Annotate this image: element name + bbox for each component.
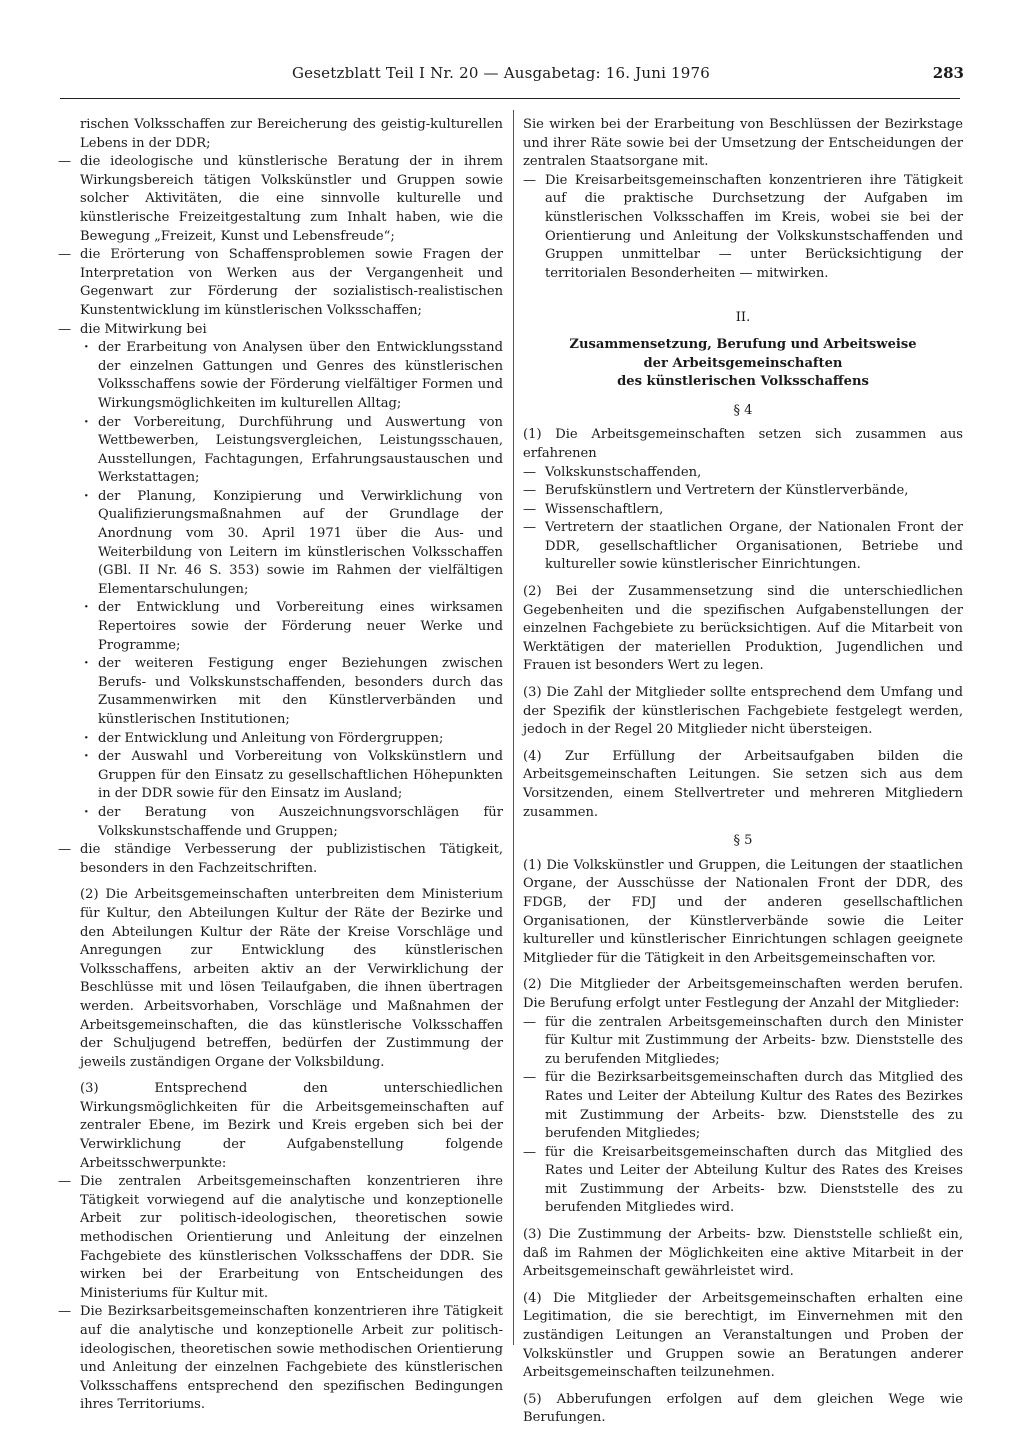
dash-item: — Die Bezirksarbeitsgemeinschaften konzentrieren ihre Tätigkeit auf die analytische und konzeptionelle Arbeit zur politisch-ideologischen, theoretischen sowie methodischen Orientierung und Anleitung der einzelnen Fachgebiete des künstlerischen Volksschaffens entsprechend den spezifischen Bedingungen ihres Territoriums.: [80, 1303, 503, 1415]
bullet-item: · der Entwicklung und Anleitung von Fördergruppen;: [98, 730, 503, 749]
column-divider: [513, 110, 514, 1345]
bullet-item: · der Auswahl und Vorbereitung von Volkskünstlern und Gruppen für den Einsatz zu gesellschaftlichen Höhepunkten in der DDR sowie für den Einsatz im Ausland;: [98, 748, 503, 804]
section-number: II.: [735, 310, 751, 326]
dash-item: — für die Bezirksarbeitsgemeinschaften durch das Mitglied des Rates und Leiter der Abteilung Kultur des Rates des Bezirkes mit Zustimmung der Arbeits- bzw. Dienststelle des zu berufenden Mitgliedes;: [523, 1069, 963, 1143]
paragraph: Sie wirken bei der Erarbeitung von Beschlüssen der Bezirkstage und ihrer Räte sowie bei der Umsetzung der Entscheidungen der zentralen Staatsorgane mit.: [523, 117, 963, 170]
dash-item: — Wissenschaftlern,: [523, 501, 963, 520]
paragraph: (3) Entsprechend den unterschiedlichen Wirkungsmöglichkeiten für die Arbeitsgemeinschaften auf zentraler Ebene, im Bezirk und Kreis ergeben sich bei der Verwirklichung der Aufgabenstellung folgende Arbeitsschwerpunkte:: [80, 1081, 503, 1171]
section-heading: Zusammensetzung, Berufung und Arbeitsweise: [569, 336, 917, 352]
paragraph-sign: § 4: [733, 402, 753, 418]
dash-item: — für die zentralen Arbeitsgemeinschaften durch den Minister für Kultur mit Zustimmung der Arbeits- bzw. Dienststelle des zu berufenden Mitgliedes;: [523, 1014, 963, 1070]
dash-item: — die Mitwirkung bei: [80, 321, 503, 340]
dash-item: — Die Kreisarbeitsgemeinschaften konzentrieren ihre Tätigkeit auf die praktische Durchsetzung der Aufgaben im künstlerischen Volksschaffen im Kreis, wobei sie bei der Orientierung und Anleitung der Volkskunstschaffenden und Gruppen unmittelbar — unter Berücksichtigung der territorialen Besonderheiten — mitwirken.: [523, 172, 963, 284]
paragraph: (2) Die Mitglieder der Arbeitsgemeinschaften werden berufen. Die Berufung erfolgt unter Festlegung der Anzahl der Mitglieder:: [523, 977, 963, 1011]
bullet-item: · der weiteren Festigung enger Beziehungen zwischen Berufs- und Volkskunstschaffenden, besonders durch das Zusammenwirken mit den Künstlerverbänden und künstlerischen Institutionen;: [98, 655, 503, 729]
dash-item: — Berufskünstlern und Vertretern der Künstlerverbände,: [523, 482, 963, 501]
paragraph: (3) Die Zahl der Mitglieder sollte entsprechend dem Umfang und der Spezifik der künstlerischen Fachgebiete festgelegt werden, jedoch in der Regel 20 Mitglieder nicht übersteigen.: [523, 685, 963, 738]
bullet-item: · der Vorbereitung, Durchführung und Auswertung von Wettbewerben, Leistungsvergleichen, Leistungsschauen, Ausstellungen, Fachtagungen, Erfahrungsaustauschen und Werkstattagen;: [98, 414, 503, 488]
paragraph: (4) Zur Erfüllung der Arbeitsaufgaben bilden die Arbeitsgemeinschaften Leitungen. Sie setzen sich aus dem Vorsitzenden, einem Stellvertreter und mehreren Mitgliedern zusammen.: [523, 748, 963, 820]
section-heading: der Arbeitsgemeinschaften: [643, 355, 843, 371]
paragraph: (5) Abberufungen erfolgen auf dem gleichen Wege wie Berufungen.: [523, 1391, 963, 1426]
header-title: Gesetzblatt Teil I Nr. 20 — Ausgabetag: 16. Juni 1976: [292, 64, 711, 82]
dash-item: — Die zentralen Arbeitsgemeinschaften konzentrieren ihre Tätigkeit vorwiegend auf die analytische und konzeptionelle Arbeit zur politisch-ideologischen, theoretischen sowie methodischen Orientierung und Anleitung der einzelnen Fachgebiete des künstlerischen Volksschaffens der DDR. Sie wirken bei der Erarbeitung von Entscheidungen des Ministeriums für Kultur mit.: [80, 1173, 503, 1303]
paragraph: (2) Die Arbeitsgemeinschaften unterbreiten dem Ministerium für Kultur, den Abteilungen Kultur der Räte der Bezirke und den Abteilungen Kultur der Räte der Kreise Vorschläge und Anregungen zur Entwicklung des künstlerischen Volksschaffens, arbeiten aktiv an der Verwirklichung der Beschlüsse mit und lösen Teilaufgaben, die ihnen übertragen werden. Arbeitsvorhaben, Vorschläge und Maßnahmen der Arbeitsgemeinschaften, die das künstlerische Volksschaffen der Schuljugend betreffen, bedürfen der Zustimmung der jeweils zuständigen Organe der Volksbildung.: [80, 887, 503, 1070]
dash-item: — die Erörterung von Schaffensproblemen sowie Fragen der Interpretation von Werken aus der Vergangenheit und Gegenwart zur Förderung der sozialistisch-realistischen Kunstentwicklung im künstlerischen Volksschaffen;: [80, 246, 503, 320]
paragraph: (3) Die Zustimmung der Arbeits- bzw. Dienststelle schließt ein, daß im Rahmen der Möglichkeiten eine aktive Mitarbeit in der Arbeitsgemeinschaft gewährleistet wird.: [523, 1227, 963, 1280]
paragraph: (4) Die Mitglieder der Arbeitsgemeinschaften erhalten eine Legitimation, die sie berechtigt, im Einvernehmen mit den zuständigen Leitungen an Veranstaltungen und Proben der Volkskünstler und Gruppen sowie an Beratungen anderer Arbeitsgemeinschaften teilzunehmen.: [523, 1290, 963, 1381]
dash-item: — Vertretern der staatlichen Organe, der Nationalen Front der DDR, gesellschaftlicher Organisationen, Betriebe und kultureller sowie künstlerischer Einrichtungen.: [523, 519, 963, 575]
right-column: [523, 116, 963, 1428]
paragraph-sign: § 5: [733, 833, 753, 849]
page-header: [60, 64, 964, 99]
bullet-item: · der Planung, Konzipierung und Verwirklichung von Qualifizierungsmaßnahmen auf der Grundlage der Anordnung vom 30. April 1971 über die Aus- und Weiterbildung von Leitern im künstlerischen Volksschaffen (GBl. II Nr. 46 S. 353) sowie im Rahmen der vielfältigen Elementarschulungen;: [98, 488, 503, 600]
bullet-item: · der Erarbeitung von Analysen über den Entwicklungsstand der einzelnen Gattungen und Genres des künstlerischen Volksschaffens sowie der Förderung vielfältiger Formen und Wirkungsmöglichkeiten im kulturellen Alltag;: [98, 339, 503, 413]
bullet-item: · der Beratung von Auszeichnungsvorschlägen für Volkskunstschaffende und Gruppen;: [98, 804, 503, 841]
dash-item: — die ideologische und künstlerische Beratung der in ihrem Wirkungsbereich tätigen Volkskünstler und Gruppen sowie solcher Aktivitäten, die eine sinnvolle kulturelle und künstlerische Freizeitgestaltung zum Inhalt haben, wie die Bewegung „Freizeit, Kunst und Lebensfreude“;: [80, 153, 503, 246]
paragraph: (1) Die Arbeitsgemeinschaften setzen sich zusammen aus erfahrenen: [523, 427, 963, 461]
dash-item: — Volkskunstschaffenden,: [523, 464, 963, 483]
paragraph: (1) Die Volkskünstler und Gruppen, die Leitungen der staatlichen Organe, der Ausschüsse der Nationalen Front der DDR, des FDGB, der FDJ und der anderen gesellschaftlichen Organisationen, der Künstlerverbände sowie die Leiter kultureller und künstlerischer Einrichtungen schlagen geeignete Mitglieder für die Tätigkeit in den Arbeitsgemeinschaften vor.: [523, 857, 963, 966]
left-column: [80, 116, 503, 1415]
dash-item: — die ständige Verbesserung der publizistischen Tätigkeit, besonders in den Fachzeitschriften.: [80, 841, 503, 878]
bullet-item: · der Entwicklung und Vorbereitung eines wirksamen Repertoires sowie der Förderung neuer Werke und Programme;: [98, 599, 503, 655]
paragraph: rischen Volksschaffen zur Bereicherung des geistig-kulturellen Lebens in der DDR;: [80, 117, 503, 151]
page-number: 283: [932, 64, 964, 82]
dash-item: — für die Kreisarbeitsgemeinschaften durch das Mitglied des Rates und Leiter der Abteilung Kultur des Rates des Kreises mit Zustimmung der Arbeits- bzw. Dienststelle des zu berufenden Mitgliedes wird.: [523, 1144, 963, 1218]
section-heading: des künstlerischen Volksschaffens: [617, 374, 869, 390]
paragraph: (2) Bei der Zusammensetzung sind die unterschiedlichen Gegebenheiten und die spezifischen Aufgabenstellungen der einzelnen Fachgebiete zu berücksichtigen. Auf die Mitarbeit von Werktätigen der materiellen Produktion, Jugendlichen und Frauen ist besonders Wert zu legen.: [523, 584, 963, 674]
